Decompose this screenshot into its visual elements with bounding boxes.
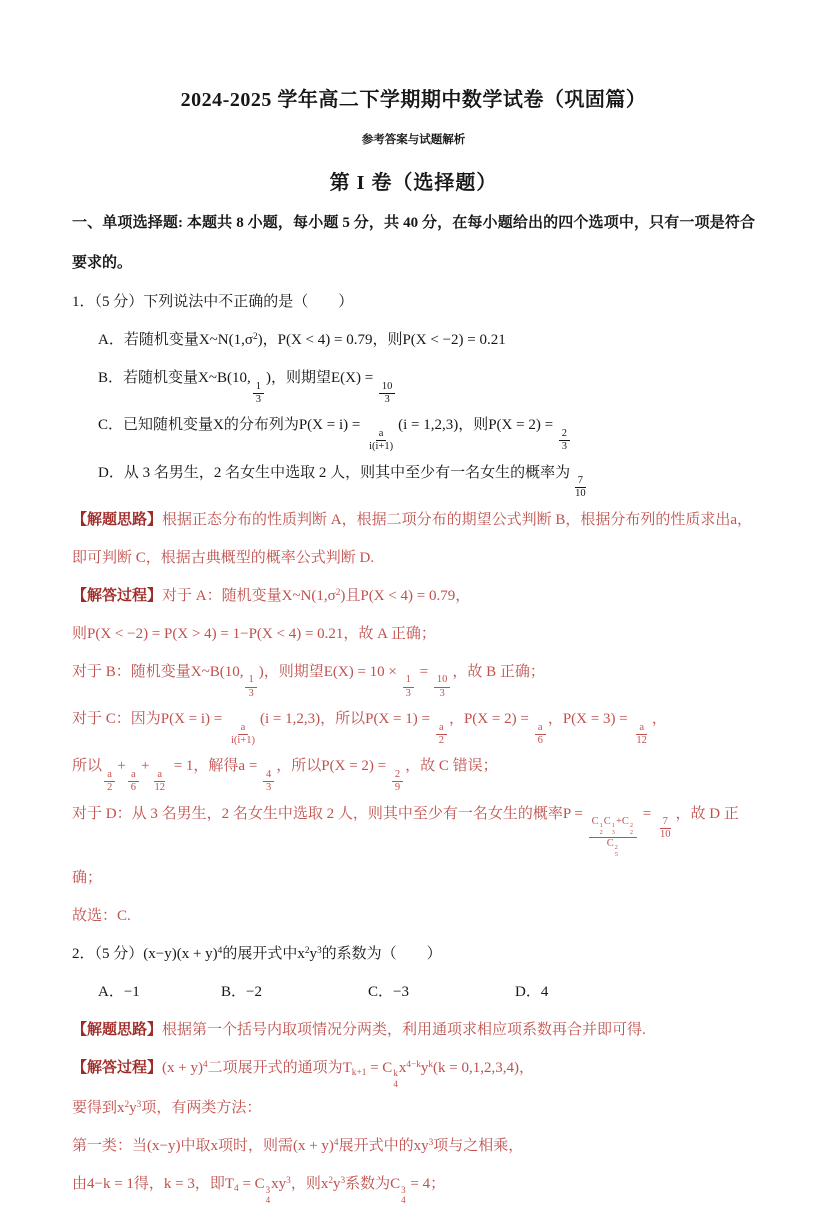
question-1 (72, 283, 755, 935)
question-1-option-c: C．已知随机变量X的分布列为P(X = i) = $\frac{a}{i(i+1)}$ (i = 1,2,3)，则P(X = 2) = $\frac{2}{3}$ (72, 406, 755, 453)
question-2-options (72, 973, 755, 1011)
question-2-option-a: A．−1 (98, 983, 140, 1000)
question-1-process-line-3: 对于 B：随机变量X~B(10, $\frac{1}{3}$ )，则期望E(X) = 10 × $\frac{1}{3}$ = $\frac{10}{3}$ ，故 B 正确； (72, 663, 545, 699)
question-1-answer: 故选：C. (72, 907, 131, 924)
question-1-process-line-4: 对于 C：因为P(X = i) = $\frac{a}{i(i+1)}$ (i = 1,2,3)，所以P(X = 1) = $\frac{a}{2}$ ，P(X = 2) = $\frac{a}{6}$ ，P(X = 3) = $\frac{a}{12}$ ， (72, 711, 667, 746)
idea-text: 根据正态分布的性质判断 A，根据二项分布的期望公式判断 B，根据分布列的性质求出a，即可判断 C，根据古典概型的概率公式判断 D. (72, 511, 753, 566)
question-1-stem: 1．（5 分）下列说法中不正确的是（ ） (72, 294, 354, 310)
idea-text: 根据第一个括号内取项情况分两类，利用通项求相应项系数再合并即可得. (162, 1021, 646, 1038)
process-label: 【解答过程】 (72, 587, 163, 604)
question-1-option-d: D．从 3 名男生，2 名女生中选取 2 人，则其中至少有一名女生的概率为 $\frac{7}{10}$ (98, 464, 586, 500)
question-2-option-c: C．−3 (368, 983, 409, 1000)
question-2-option-d: D．4 (515, 983, 549, 1000)
question-1-process-line-5: 所以 $\frac{a}{2}$ + $\frac{a}{6}$ + $\frac{a}{12}$ = 1，解得a = $\frac{4}{3}$ ，所以P(X = 2) = $\frac{2}{9}$ ，故 C 错误； (72, 758, 498, 794)
question-1-option-a: A．若随机变量$X\sim N(1,\sigma^2)$，P(X < 4) = 0.79，则P(X < −2) = 0.21 (98, 331, 506, 348)
page-title: 2024-2025 学年高二下学期期中数学试卷（巩固篇） (180, 89, 647, 111)
question-2-process-line-1 (72, 1049, 755, 1090)
process-text: 对于 A：随机变量$X\sim N(1,\sigma^2)$且P(X < 4) = 0.79， (162, 587, 471, 604)
question-2 (72, 935, 755, 1206)
page-subtitle: 参考答案与试题解析 (361, 134, 466, 146)
question-1-option-b: B．若随机变量X~B(10, $\frac{1}{3}$ )，则期望E(X) = $\frac{10}{3}$ (72, 359, 755, 406)
question-1-idea (72, 501, 755, 577)
question-2-process-line-3: 第一类：当(x−y)中取x项时，则需$(x + y)^4$展开式中的$xy^3$项与之相乘， (72, 1138, 524, 1155)
question-1-process-line-6: 对于 D：从 3 名男生，2 名女生中选取 2 人，则其中至少有一名女生的概率P = C 1 2 C 1 3 +C 2 2 C 2 5 = $\frac{7}{10}$ ，故 D 正确； (72, 805, 739, 886)
question-2-process-line-2: 要得到$x^2y^3$项，有两类方法： (72, 1100, 262, 1117)
process-label: 【解答过程】 (72, 1059, 163, 1076)
section-title: 第 I 卷（选择题） (329, 172, 498, 194)
idea-label: 【解题思路】 (72, 1021, 163, 1038)
question-2-process-line-4: 由4−k = 1得，k = 3，即$T_4 = C$ 3 4 $xy^3$，则$x^2y^3$系数为C 3 4 = 4； (72, 1176, 446, 1206)
question-2-stem: 2．（5 分）$(x-y)(x + y)^4$的展开式中$x^2y^3$的系数为（ ） (72, 945, 442, 962)
question-1-process-line-2: 则P(X < −2) = P(X > 4) = 1−P(X < 4) = 0.21，故 A 正确； (72, 625, 436, 642)
question-2-idea (72, 1011, 755, 1049)
question-2-option-b: B．−2 (221, 983, 262, 1000)
process-text: $(x + y)^4$二项展开式的通项为$T_{k+1} = C$ k 4 $x^{4-k}y^k(k = 0,1,2,3,4)$， (162, 1059, 534, 1089)
idea-label: 【解题思路】 (72, 511, 163, 528)
question-1-process-line-1 (72, 577, 755, 615)
section-instructions: 一、单项选择题: 本题共 8 小题，每小题 5 分，共 40 分，在每小题给出的四个选项中，只有一项是符合要求的。 (72, 215, 755, 271)
